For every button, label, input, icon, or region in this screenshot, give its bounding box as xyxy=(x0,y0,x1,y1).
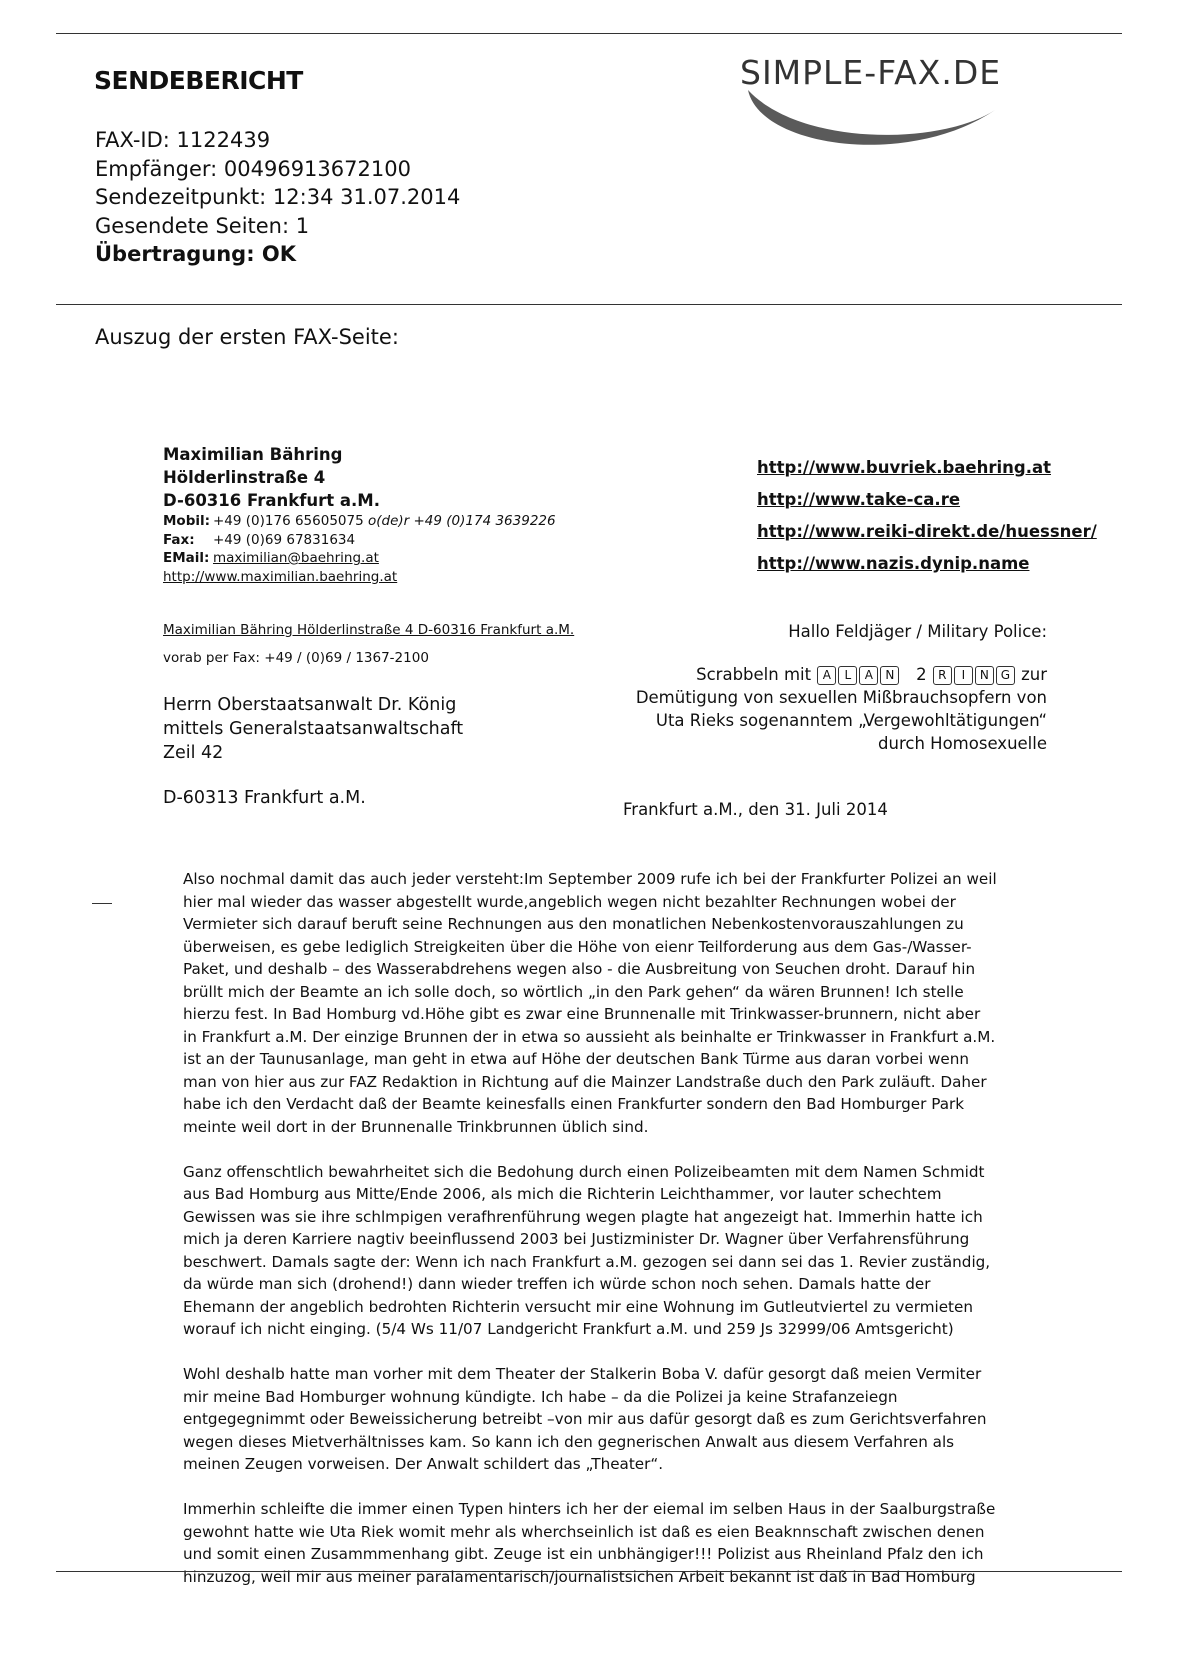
link-item[interactable]: http://www.buvriek.baehring.at xyxy=(757,458,1051,477)
scrabble-tile: L xyxy=(838,666,857,685)
body-line: da würde man sich (drohend!) dann wieder treffen ich würde schon noch sehen. Damals hatte der xyxy=(183,1275,931,1293)
recipient-city: D-60313 Frankfurt a.M. xyxy=(163,788,366,808)
body-paragraph xyxy=(183,1498,1043,1588)
report-title: SENDEBERICHT xyxy=(94,66,303,95)
body-line: hierzu fest. In Bad Homburg vd.Höhe gibt es zwar eine Brunnenalle mit Trinkwasser-brunnern, nicht aber xyxy=(183,1005,981,1023)
body-line: ist an der Taunusanlage, man geht in etwa auf Höhe der deutschen Bank Türme aus daran vorbei wenn xyxy=(183,1050,970,1068)
subject-line: Demütigung von sexuellen Mißbrauchsopfern von xyxy=(635,688,1047,707)
sender-email: EMail: maximilian@baehring.at xyxy=(163,550,379,566)
sender-web-link[interactable]: http://www.maximilian.baehring.at xyxy=(163,568,398,585)
fax-id: FAX-ID: 1122439 xyxy=(95,128,271,152)
body-line: meinen Zeugen vorweisen. Der Anwalt schildert das „Theater“. xyxy=(183,1455,664,1473)
recipient-block xyxy=(163,693,463,765)
body-line: entgegegnimmt oder Beweissicherung betreibt –von mir aus dafür gesorgt daß es zum Gerichtsverfahren xyxy=(183,1410,987,1428)
sender-street: Hölderlinstraße 4 xyxy=(163,468,326,487)
letter-body xyxy=(183,868,1043,1611)
vorab-fax-line: vorab per Fax: +49 / (0)69 / 1367-2100 xyxy=(163,650,429,666)
body-line: wegen dieses Mietverhältnisses kam. So kann ich den gegnerischen Anwalt aus diesem Verfahren als xyxy=(183,1432,955,1451)
subject-line: Uta Rieks sogenanntem „Vergewohltätigungen“ xyxy=(655,711,1047,730)
excerpt-label: Auszug der ersten FAX-Seite: xyxy=(95,325,399,349)
body-line: überweisen, es gebe lediglich Streigkeiten über die Höhe von eienr Teilforderung aus dem Gas-/Wasser- xyxy=(183,937,972,956)
body-line: worauf ich nicht einging. (5/4 Ws 11/07 Landgericht Frankfurt a.M. und 259 Js 32999/06 Amtsgericht) xyxy=(183,1320,954,1338)
subject-block xyxy=(636,620,1047,755)
scrabble-tiles-alan xyxy=(816,663,900,686)
body-line: brüllt mich der Beamte an ich solle doch, so wörtlich „in den Park gehen“ da wären Brunnen! Ich stelle xyxy=(183,982,964,1001)
body-line: aus Bad Homburg aus Mitte/Ende 2006, als mich die Richterin Leichthammer, vor lauter schechtem xyxy=(183,1185,942,1203)
scrabble-tile: I xyxy=(954,666,973,685)
body-line: beschwert. Damals sagte der: Wenn ich nach Frankfurt a.M. gezogen sei dann sei das 1. Revier zuständig, xyxy=(183,1252,991,1271)
link-list xyxy=(757,452,1097,580)
body-line: in Frankfurt a.M. Der einzige Brunnen der in etwa so aussieht als beinhalte er Trinkwasser in Frankfurt a.M. xyxy=(183,1027,996,1046)
body-paragraph xyxy=(183,868,1043,1138)
margin-dash xyxy=(92,903,112,904)
return-address: Maximilian Bähring Hölderlinstraße 4 D-60316 Frankfurt a.M. xyxy=(163,622,575,638)
sender-name: Maximilian Bähring xyxy=(163,445,343,464)
body-line: Gewissen was sie ihre schlmpigen verafhrenführung wegen plagte hat angezeigt hat. Immerhin hatte ich xyxy=(183,1207,983,1226)
scrabble-tile: A xyxy=(817,666,836,685)
body-line: Also nochmal damit das auch jeder versteht:Im September 2009 rufe ich bei der Frankfurter Polizei an weil xyxy=(183,870,997,888)
body-line: mich ja deren Karriere nagtiv beeinflussend 2003 bei Justizminister Dr. Wagner über Verfahrensführung xyxy=(183,1230,970,1248)
body-line: Vermieter sich darauf beruft seine Rechnungen aus den monatlichen Nebenkostenvorauszahlungen zu xyxy=(183,915,964,933)
recipient-line: Zeil 42 xyxy=(163,743,224,763)
pages-sent: Gesendete Seiten: 1 xyxy=(95,213,310,238)
bottom-rule xyxy=(56,1571,1122,1572)
scrabble-tile: N xyxy=(880,666,899,685)
recipient-number: Empfänger: 00496913672100 xyxy=(95,156,411,181)
body-line: Paket, und deshalb – des Wasserabdrehens wegen also - die Ausbreitung von Seuchen droht. Darauf hin xyxy=(183,960,976,978)
body-line: gewohnt hatte wie Uta Riek womit mehr als wherchseinlich ist daß es eien Beaknnschaft zwischen denen xyxy=(183,1522,985,1541)
scrabble-tiles-ring xyxy=(932,663,1016,686)
body-line: Wohl deshalb hatte man vorher mit dem Theater der Stalkerin Boba V. dafür gesorgt daß meien Vermiter xyxy=(183,1365,982,1383)
subject-line: durch Homosexuelle xyxy=(878,734,1047,753)
body-paragraph xyxy=(183,1363,1043,1476)
scrabble-tile: N xyxy=(975,666,994,685)
body-line: Immerhin schleifte die immer einen Typen hinters ich her der eiemal im selben Haus in der Saalburgstraße xyxy=(183,1500,996,1518)
sender-city: D-60316 Frankfurt a.M. xyxy=(163,491,380,510)
transmission-status: Übertragung: OK xyxy=(95,242,297,266)
letter-date: Frankfurt a.M., den 31. Juli 2014 xyxy=(623,800,888,819)
body-line: und somit einen Zusammmenhang gibt. Zeuge ist ein unbhängiger!!! Polizist aus Rheinland Pfalz den ich xyxy=(183,1545,984,1563)
sender-block xyxy=(163,443,556,586)
scrabble-line: Scrabbeln mit A L A N 2 R I N G zur xyxy=(696,665,1047,684)
top-rule xyxy=(56,33,1122,34)
body-paragraph xyxy=(183,1161,1043,1341)
body-line: Ganz offenschtlich bewahrheitet sich die Bedohung durch einen Polizeibeamten mit dem Namen Schmidt xyxy=(183,1162,985,1181)
link-item[interactable]: http://www.reiki-direkt.de/huessner/ xyxy=(757,522,1097,541)
link-item[interactable]: http://www.take-ca.re xyxy=(757,490,961,509)
body-line: man von hier aus zur FAZ Redaktion in Richtung auf die Mainzer Landstraße duch den Park zuläuft. Daher xyxy=(183,1072,987,1091)
link-item[interactable]: http://www.nazis.dynip.name xyxy=(757,554,1030,573)
greeting: Hallo Feldjäger / Military Police: xyxy=(788,622,1047,641)
body-line: habe ich den Verdacht daß der Beamte keinesfalls einen Frankfurter sondern den Bad Homburger Park xyxy=(183,1095,965,1113)
mid-rule xyxy=(56,304,1122,305)
body-line: hinzuzog, weil mir aus meiner paralamentarisch/journalistsichen Arbeit bekannt ist daß in Bad Homburg xyxy=(183,1567,976,1586)
body-line: meinte weil dort in der Brunnenalle Trinkbrunnen üblich sind. xyxy=(183,1117,649,1136)
recipient-line: mittels Generalstaatsanwaltschaft xyxy=(163,719,464,739)
scrabble-tile: G xyxy=(996,666,1015,685)
body-line: mir meine Bad Homburger wohnung kündigte. Ich habe – da die Polizei ja keine Strafanzeiegn xyxy=(183,1387,898,1406)
report-meta xyxy=(95,126,460,269)
sender-fax: Fax: +49 (0)69 67831634 xyxy=(163,531,356,548)
scrabble-tile: R xyxy=(933,666,952,685)
recipient-line: Herrn Oberstaatsanwalt Dr. König xyxy=(163,695,457,715)
logo-text: SIMPLE-FAX.DE xyxy=(740,53,1002,92)
simple-fax-logo xyxy=(740,48,1120,148)
sender-mobil: Mobil: +49 (0)176 65605075 o(de)r +49 (0)174 3639226 xyxy=(163,513,556,529)
body-line: hier mal wieder das wasser abgestellt wurde,angeblich wegen nicht bezahlter Rechnungen wobei der xyxy=(183,892,956,911)
body-line: Ehemann der angeblich bedrohten Richterin versucht mir eine Wohnung im Gutleutviertel zu vermieten xyxy=(183,1297,973,1316)
send-time: Sendezeitpunkt: 12:34 31.07.2014 xyxy=(95,185,461,209)
scrabble-tile: A xyxy=(859,666,878,685)
